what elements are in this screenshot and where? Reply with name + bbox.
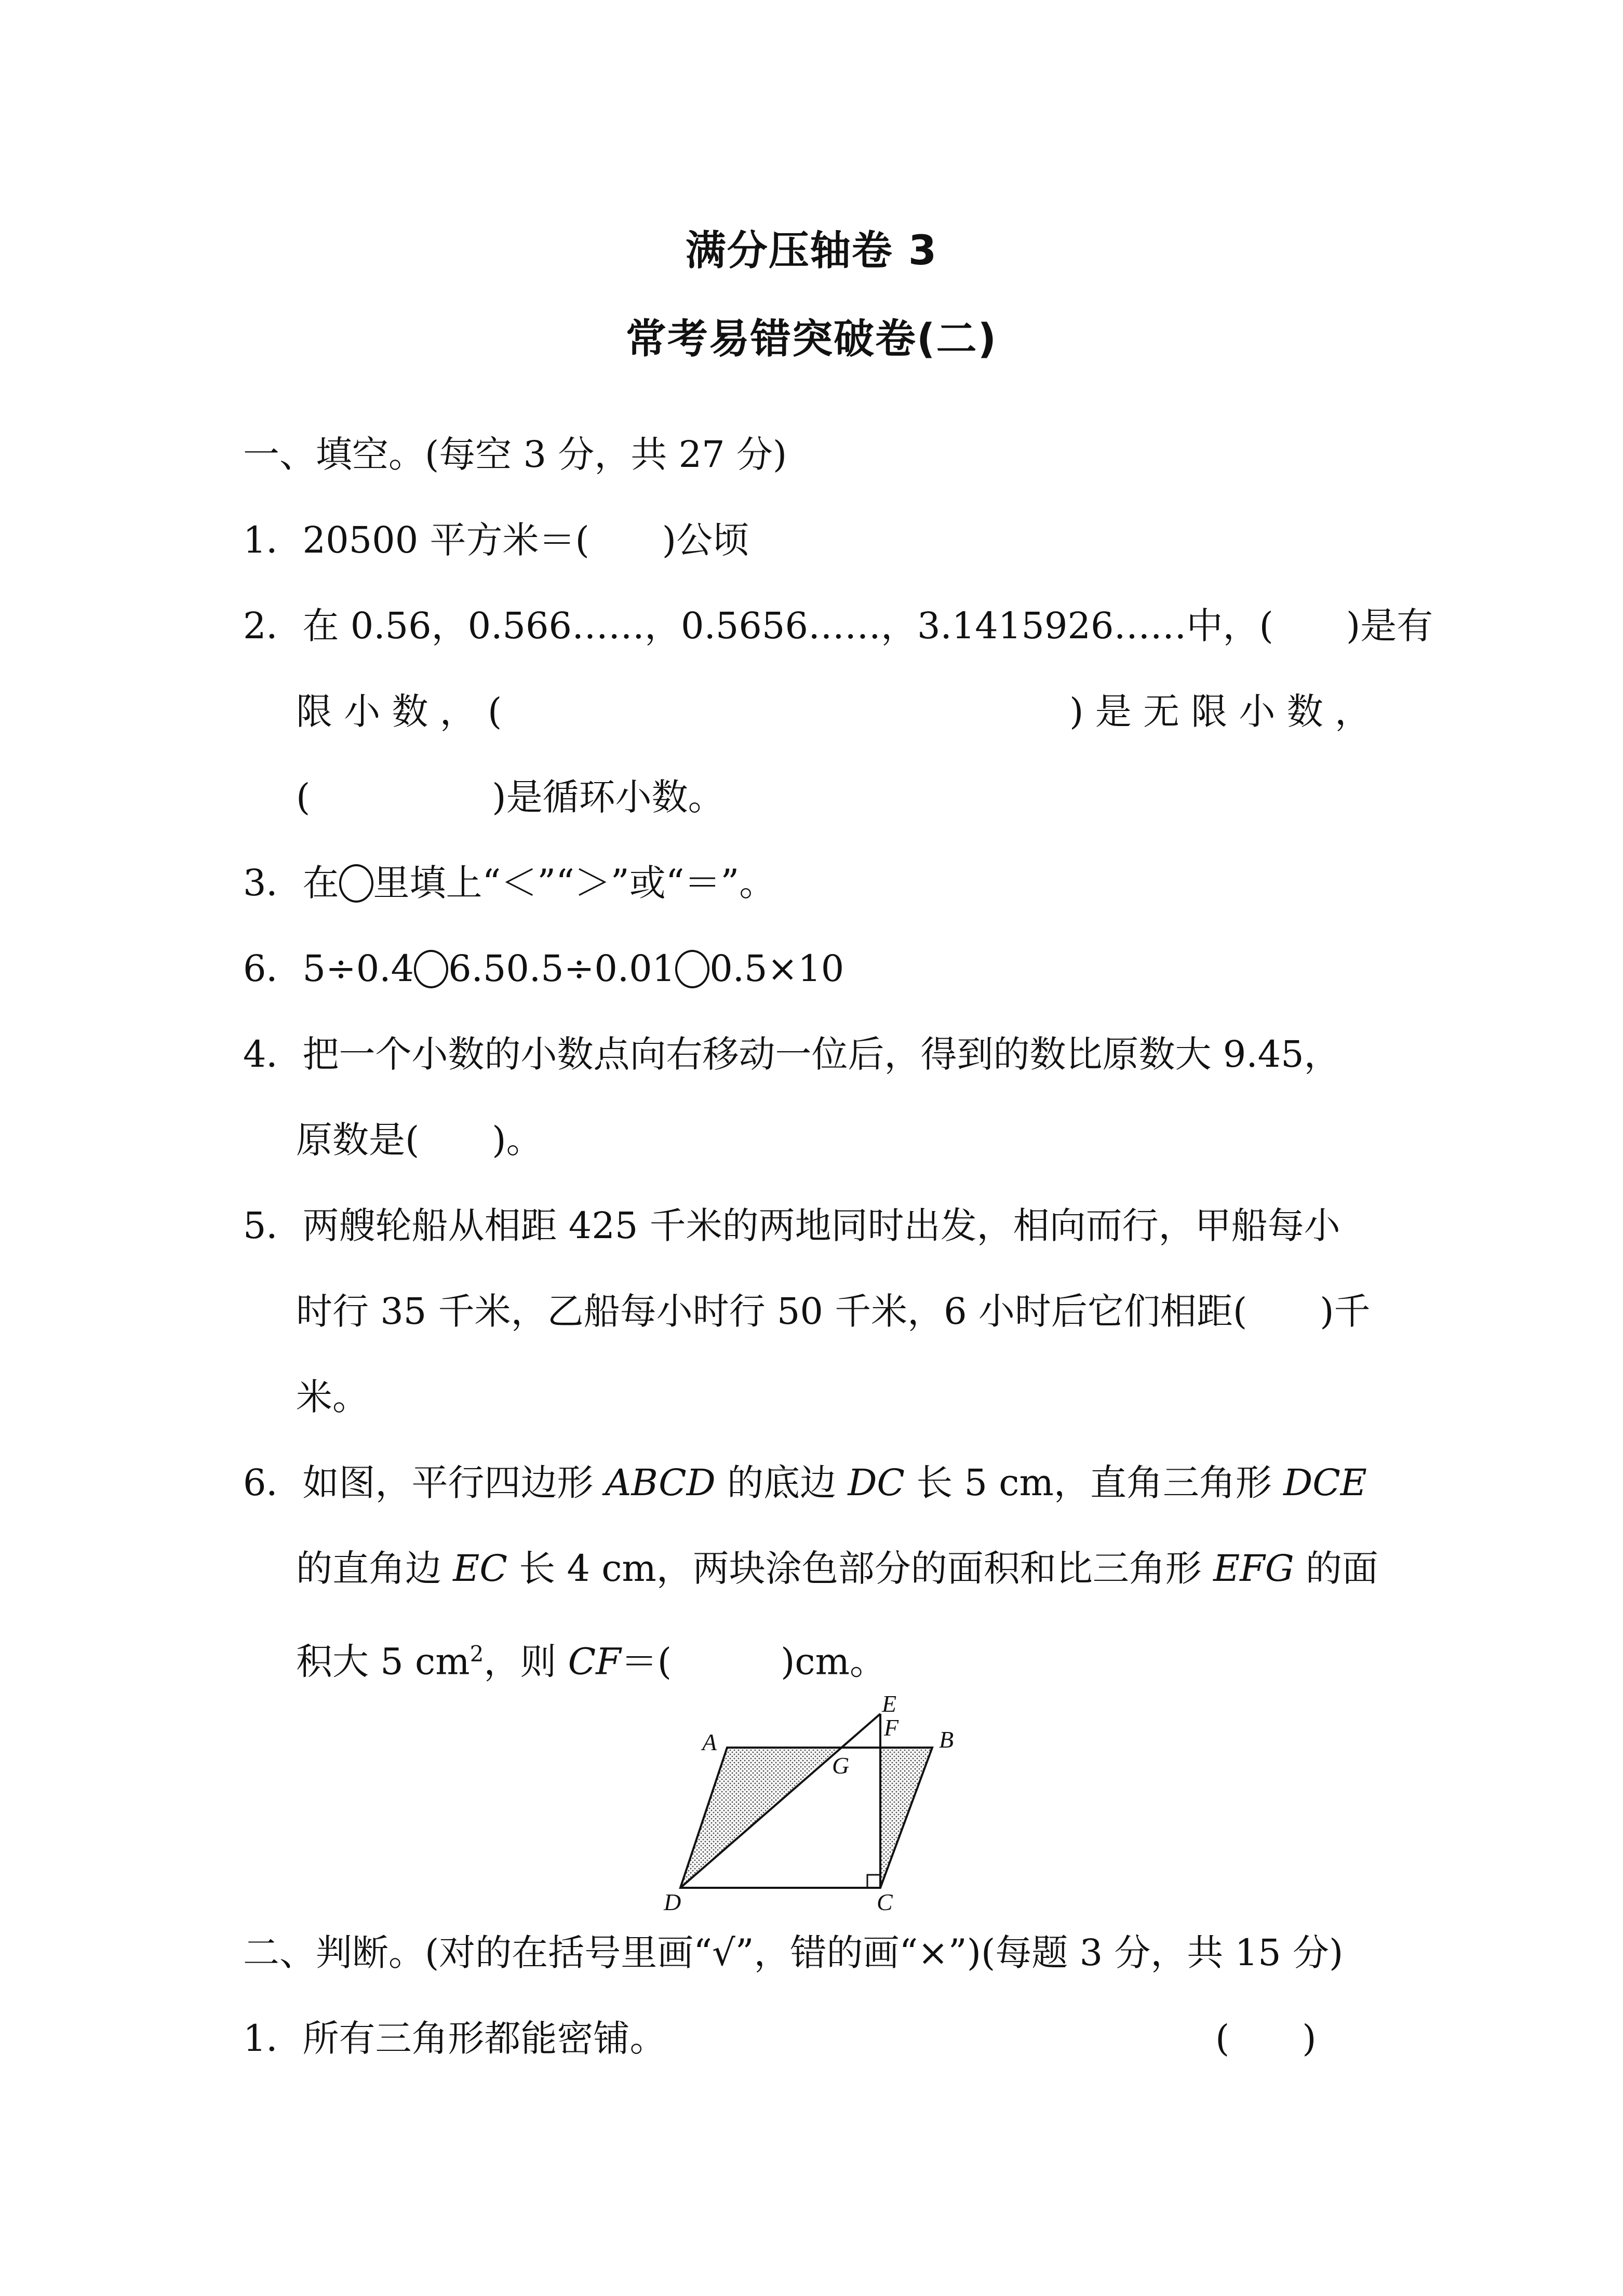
q6-text: 长 4 cm，两块涂色部分的面积和比三角形 xyxy=(507,1547,1214,1590)
label-e: E xyxy=(882,1693,897,1717)
q6-text: 积大 5 cm xyxy=(296,1640,470,1683)
q5-text-line3: 米。 xyxy=(296,1376,369,1418)
section1-heading: 一、填空。(每空 3 分，共 27 分) xyxy=(243,433,787,476)
q3-text-post: 里填上“＜”“＞”或“＝”。 xyxy=(373,862,776,904)
label-a: A xyxy=(702,1729,717,1755)
q6-text: ＝( )cm。 xyxy=(621,1640,886,1683)
q6-superscript: 2 xyxy=(470,1641,484,1667)
s2-q1 xyxy=(243,2015,666,2062)
q1 xyxy=(243,517,749,563)
circle-blank-icon[interactable] xyxy=(339,864,373,903)
q6-label-ec: EC xyxy=(453,1547,507,1590)
circle-blank-icon[interactable] xyxy=(414,950,448,988)
q6-label-abcd: ABCD xyxy=(605,1461,716,1504)
q5-text-line2: 时行 35 千米，乙船每小时行 50 千米，6 小时后它们相距( )千 xyxy=(296,1290,1371,1333)
q2-line1 xyxy=(243,602,1433,649)
q2-text-line3: ( )是循环小数。 xyxy=(296,776,725,818)
section2-heading: 二、判断。(对的在括号里画“√”，错的画“×”)(每题 3 分，共 15 分) xyxy=(243,1931,1344,1974)
q6-text: ，则 xyxy=(484,1640,568,1683)
q6-text: 的面 xyxy=(1294,1547,1378,1590)
right-angle-mark xyxy=(867,1875,880,1888)
q2-text-line1: 在 0.56，0.566……，0.5656……，3.1415926……中，( )是有 xyxy=(302,605,1433,647)
q6-line2 xyxy=(296,1545,1378,1592)
q2-line2 xyxy=(296,688,1371,735)
q6-label-dc: DC xyxy=(848,1461,905,1504)
q4-text-line2: 原数是( )。 xyxy=(296,1119,543,1161)
label-g: G xyxy=(832,1752,850,1779)
q3-number: 3． xyxy=(243,862,303,904)
page-title: 满分压轴卷 3 xyxy=(685,227,938,274)
label-b: B xyxy=(939,1726,954,1753)
q6-text: 如图，平行四边形 xyxy=(302,1461,605,1504)
q2-text-line2-left: 限 小 数 ， ( xyxy=(296,690,502,733)
q6-number: 6． xyxy=(243,1461,303,1504)
q1-text: 20500 平方米＝( )公顷 xyxy=(302,519,749,561)
q3-text-pre: 在 xyxy=(302,862,339,904)
s2-q1-number: 1． xyxy=(243,2017,303,2060)
s2-q1-answer-blank[interactable]: ( ) xyxy=(1215,2017,1317,2060)
q6-text: 的直角边 xyxy=(296,1547,453,1590)
q5-line1 xyxy=(243,1202,1340,1249)
q6-text: 长 5 cm，直角三角形 xyxy=(905,1461,1284,1504)
q5-number: 5． xyxy=(243,1204,303,1247)
q6-label-cf: CF xyxy=(568,1640,621,1683)
q6-text: 的底边 xyxy=(715,1461,848,1504)
q2-text-line2-right: ) 是 无 限 小 数 ， xyxy=(1069,690,1371,733)
parallelogram-figure xyxy=(644,1693,1008,1911)
q3 xyxy=(243,860,775,906)
q6-label-efg: EFG xyxy=(1213,1547,1294,1590)
label-f: F xyxy=(884,1714,899,1741)
label-c: C xyxy=(877,1889,893,1911)
q1-number: 1． xyxy=(243,519,303,561)
label-d: D xyxy=(664,1889,681,1911)
page-subtitle: 常考易错突破卷(二) xyxy=(625,316,998,362)
q3-expr-c: 0.5×10 xyxy=(709,947,844,990)
q2-number: 2． xyxy=(243,605,303,647)
circle-blank-icon[interactable] xyxy=(675,950,709,988)
q6-label-dce: DCE xyxy=(1283,1461,1367,1504)
q3-expr-b: 6.50.5÷0.01 xyxy=(448,947,676,990)
s2-q1-text: 所有三角形都能密铺。 xyxy=(302,2017,666,2060)
q5-text-line1: 两艘轮船从相距 425 千米的两地同时出发，相向而行，甲船每小 xyxy=(302,1204,1340,1247)
q4-line1 xyxy=(243,1031,1340,1078)
q6-line1 xyxy=(243,1459,1367,1506)
q3-expr-number: 6． xyxy=(243,947,303,990)
q4-number: 4． xyxy=(243,1033,303,1076)
q4-text-line1: 把一个小数的小数点向右移动一位后，得到的数比原数大 9.45， xyxy=(302,1033,1340,1076)
q6-line3 xyxy=(296,1631,886,1685)
q3-expr-a: 5÷0.4 xyxy=(302,947,414,990)
q3-expressions xyxy=(243,945,844,992)
